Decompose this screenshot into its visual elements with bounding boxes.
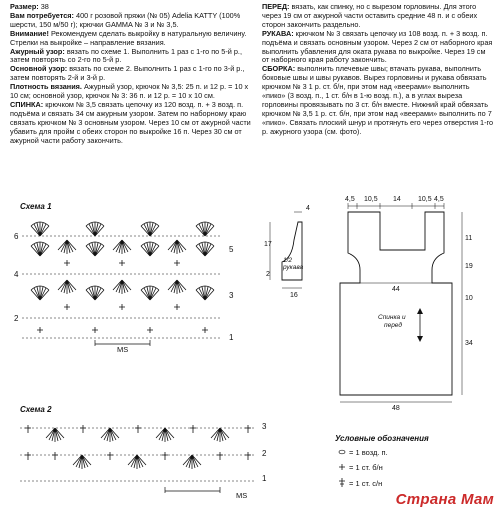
sleeve-label-line2: рукава [283,264,304,271]
schema1-row-1: 1 [229,333,234,342]
sleeve-label-line1: 1/2 [283,257,293,264]
sleeves-text: крючком № 3 связать цепочку из 108 возд. п. + 3 возд. п. подъёма и связать основным узором. Через 2 см от наборного края выполнить убавления для оката рукава по выкройке. Через 19 см от наборного края работу закончить. [262,28,493,65]
body-dim-right-3: 10 [465,295,473,302]
watermark-logo: Страна Мам [395,491,494,508]
schema2-row-2: 2 [262,449,267,458]
schema1-title: Схема 1 [20,202,52,211]
sleeve-pattern [264,205,310,299]
body-dim-mid: 44 [392,286,400,293]
body-dim-right-4: 34 [465,340,473,347]
front-label: ПЕРЕД: [262,2,290,11]
body-label-line1: Спинка и [378,314,406,321]
body-dim-top-2: 10,5 [364,196,378,203]
schema1-row-5: 5 [229,245,234,254]
back-text: крючком № 3,5 связать цепочку из 120 возд. п. + 3 возд. п. подъёма и связать 34 см ажурным узором. Затем по наборному краю связать крючком № 3 основным узором. Через 10 см от ажурной части убавить для пройм с обеих сторон по выкройке 16 п. Через 30 см от ажурной части работу закончить. [10,99,251,145]
schema2-diagram [20,422,267,500]
assembly-text: выполнить плечевые швы; втачать рукава, выполнить боковые швы и швы рукавов. Вырез горловины и рукава обвязать крючком № 3 1 р. ст. б/н, при этом над «веерами» выполнить «пико» (3 возд. п., 1 ст. б/н в 1-ю возд. п.), а в углах выреза горловины провязывать по 3 ст. б/н вместе. Нижний край обвязать крючком № 3,5 1 р. ст. б/н, при этом над «веерами» выполнить по 7 «пико». Связать плоский шнур и протянуть его через отверстия 1-го р. ажурного узора (см. фото). [262,64,494,136]
body-pattern [340,196,473,412]
schema1-row-2: 2 [14,314,19,323]
main-label: Основной узор: [10,64,68,74]
body-dim-top-5: 4,5 [434,196,444,203]
schema2-title: Схема 2 [20,405,52,414]
schema2-repeat-label: MS [236,491,248,500]
sleeve-dim-top: 4 [306,205,310,212]
sleeve-dim-left: 17 [264,241,272,248]
body-dim-top-3: 14 [393,196,401,203]
back-label: СПИНКА: [10,99,44,109]
body-label-line2: перед [384,322,402,329]
legend-title: Условные обозначения [335,434,429,443]
body-dim-top-1: 4,5 [345,196,355,203]
schema1-repeat-label: MS [117,345,129,354]
schema1-row-6: 6 [14,232,19,241]
schema2-row-1: 1 [262,474,267,483]
size-value: 38 [40,2,49,11]
sleeve-dim-left-bottom: 2 [266,271,270,278]
double-crochet-icon [339,478,345,487]
schema1-row-4: 4 [14,270,19,279]
gauge-text: Ажурный узор, крючок № 3,5: 25 п. и 12 р. = 10 х 10 см; основной узор, крючок № 3: 36 п. и 12 р. = 10 х 10 см. [10,82,249,101]
yarn-text: 400 г розовой пряжи (№ 05) Adelia KATTY (100% шерсти, 150 м/50 г); крючки GAMMA № 3 и № 3,5. [10,10,241,29]
schema1-row-3: 3 [229,291,234,300]
lace-label: Ажурный узор: [10,46,65,56]
body-dim-right-2: 19 [465,263,473,270]
sleeves-label: РУКАВА: [262,28,294,38]
legend-item-2: = 1 ст. б/н [349,463,383,472]
single-crochet-icon [339,464,345,470]
gauge-label: Плотность вязания. [10,82,82,92]
size-label: Размер: [10,2,39,11]
chain-stitch-icon [339,450,345,454]
note-text: Рекомендуем сделать выкройку в натуральную величину. Стрелки на выкройке – направление вязания. [10,28,247,47]
legend [335,434,429,488]
lace-text: вязать по схеме 1. Выполнить 1 раз с 1-го по 5-й р., затем повторять со 2-го по 5-й р. [10,46,242,65]
schema1-diagram [14,222,234,354]
body-dim-bottom: 48 [392,405,400,412]
schema2-row-3: 3 [262,422,267,431]
sleeve-dim-bottom: 16 [290,292,298,299]
yarn-label: Вам потребуется: [10,10,74,20]
body-dim-top-4: 10,5 [418,196,432,203]
front-text: вязать, как спинку, но с вырезом горловины. Для этого через 19 см от ажурной части оставить средние 48 п. и с обеих сторон закончить раздельно. [262,2,478,29]
assembly-label: СБОРКА: [262,64,296,74]
legend-item-1: = 1 возд. п. [349,448,388,457]
legend-item-3: = 1 ст. с/н [349,479,383,488]
main-text: вязать по схеме 2. Выполнить 1 раз с 1-го по 3-й р., затем повторять 2-й и 3-й р. [10,64,245,83]
note-label: Внимание! [10,28,49,38]
body-dim-right-1: 11 [465,235,473,242]
